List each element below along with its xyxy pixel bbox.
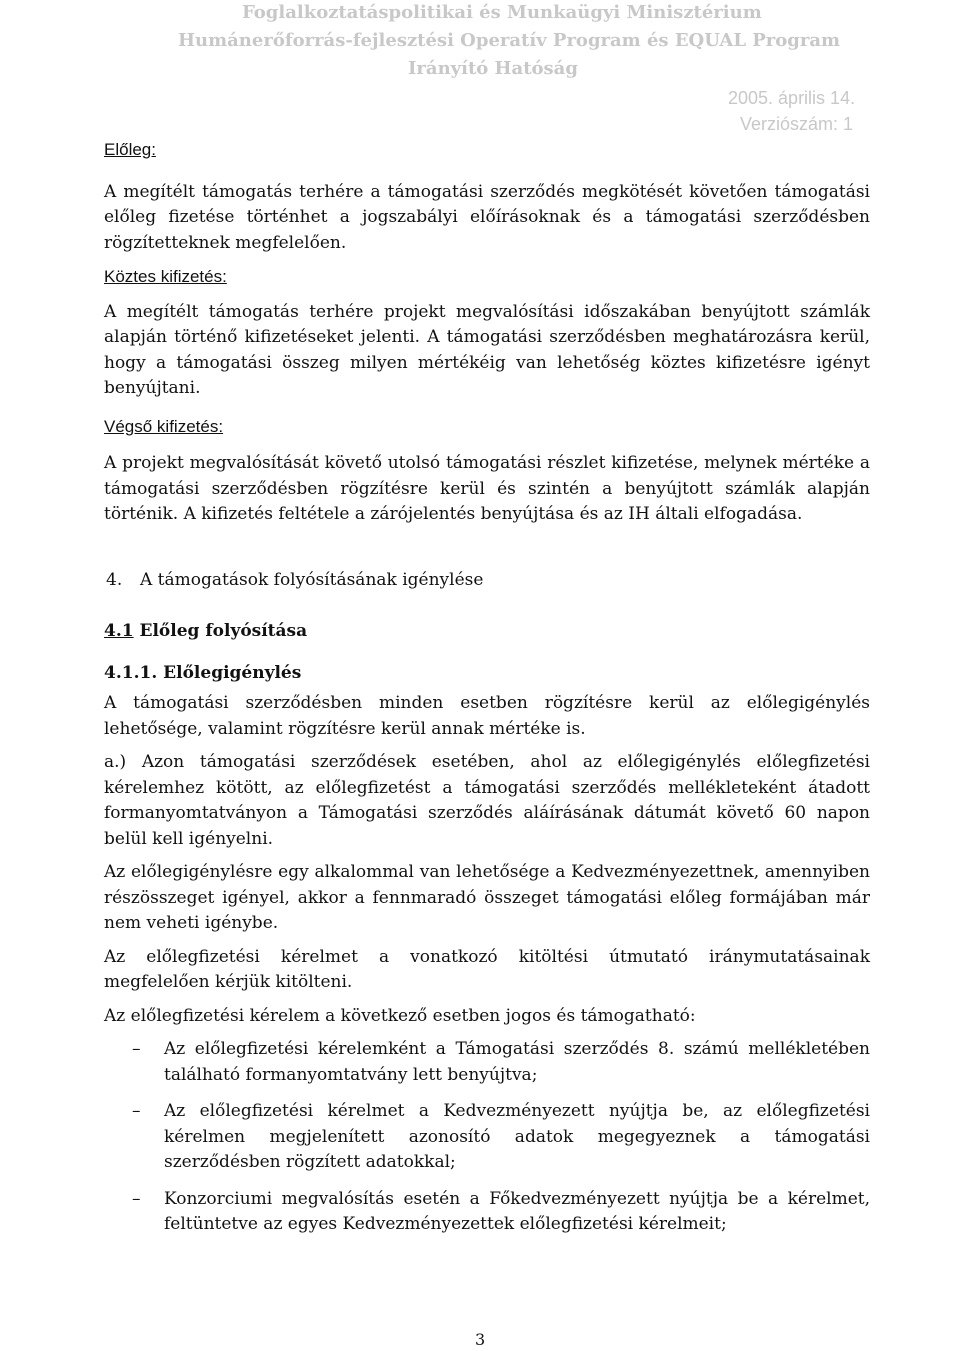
dash-bullet: – [132,1188,141,1209]
conditions-list [104,1037,870,1238]
eloleg-label: Előleg: [104,140,156,159]
paragraph: a.) Azon támogatási szerződések esetében, ahol az előlegigénylés előlegfizetési kérelemhez kötött, az előlegfizetést a támogatási szerződés mellékleteként átadott formanyomtatványon a Támogatási szerződés aláírásának dátumát követő 60 napon belül kell igényelni. [104,752,870,849]
header-version: Verziószám: 1 [740,114,854,134]
dash-bullet: – [132,1039,141,1059]
paragraph: Az előlegfizetési kérelem a következő esetben jogos és támogatható: [104,1005,696,1026]
list-item [104,1037,870,1088]
dash-bullet: – [132,1101,141,1121]
chapter-heading [104,568,870,594]
subchapter-title: Előleg folyósítása [133,621,308,641]
list-item-text: Az előlegfizetési kérelemként a Támogatási szerződés 8. számú mellékletében található formanyomtatvány lett benyújtva; [164,1039,870,1085]
koztes-label: Köztes kifizetés: [104,267,227,286]
subchapter-number: 4.1 [104,621,134,641]
document-body [104,134,870,1249]
subchapter-heading [104,621,870,641]
header-ministry: Foglalkoztatáspolitikai és Munkaügyi Minisztérium [242,2,762,23]
vegso-text: A projekt megvalósítását követő utolsó támogatási részlet kifizetése, melynek mértéke a támogatási szerződésben rögzítésre kerül és szintén a benyújtott számlák alapján történik. A kifizetés feltétele a zárójelentés benyújtása és az IH általi elfogadása. [104,453,870,524]
header-date: 2005. április 14. [728,88,856,108]
eloleg-text: A megítélt támogatás terhére a támogatási szerződés megkötését követően támogatási előleg fizetése történhet a jogszabályi előírásoknak és a támogatási szerződésben rögzítetteknek megfelelően. [104,181,870,253]
vegso-label: Végső kifizetés: [104,416,224,436]
subsubchapter-heading: 4.1.1. Előlegigénylés [104,663,302,683]
paragraph: A támogatási szerződésben minden esetben rögzítésre kerül az előlegigénylés lehetősége, valamint rögzítésre kerül annak mértéke is. [104,693,870,739]
list-item-text: Az előlegfizetési kérelmet a Kedvezményezett nyújtja be, az előlegfizetési kérelmen megjelenített azonosító adatok megegyeznek a támogatási szerződésben rögzített adatokkal; [164,1101,870,1172]
chapter-title: A támogatások folyósításának igénylése [140,569,484,590]
paragraph: Az előlegigénylésre egy alkalommal van lehetősége a Kedvezményezettnek, amennyiben részösszeget igényel, akkor a fennmaradó összeget támogatási előleg formájában már nem veheti igénybe. [104,862,870,933]
header-authority: Irányító Hatóság [408,58,578,79]
chapter-number: 4. [106,569,123,590]
page-number: 3 [475,1330,486,1349]
header-program: Humánerőforrás-fejlesztési Operatív Program és EQUAL Program [178,30,841,51]
paragraph: Az előlegfizetési kérelmet a vonatkozó kitöltési útmutató iránymutatásainak megfelelően kérjük kitölteni. [104,946,870,992]
list-item-text: Konzorciumi megvalósítás esetén a Főkedvezményezett nyújtja be a kérelmet, feltüntetve az egyes Kedvezményezettek előlegfizetési kérelmeit; [164,1188,870,1234]
list-item [104,1187,870,1238]
koztes-text: A megítélt támogatás terhére projekt megvalósítási időszakában benyújtott számlák alapján történő kifizetéseket jelenti. A támogatási szerződésben meghatározásra kerül, hogy a támogatási összeg milyen mértékéig van lehetőség köztes kifizetésre igényt benyújtani. [104,301,870,398]
list-item [104,1099,870,1176]
